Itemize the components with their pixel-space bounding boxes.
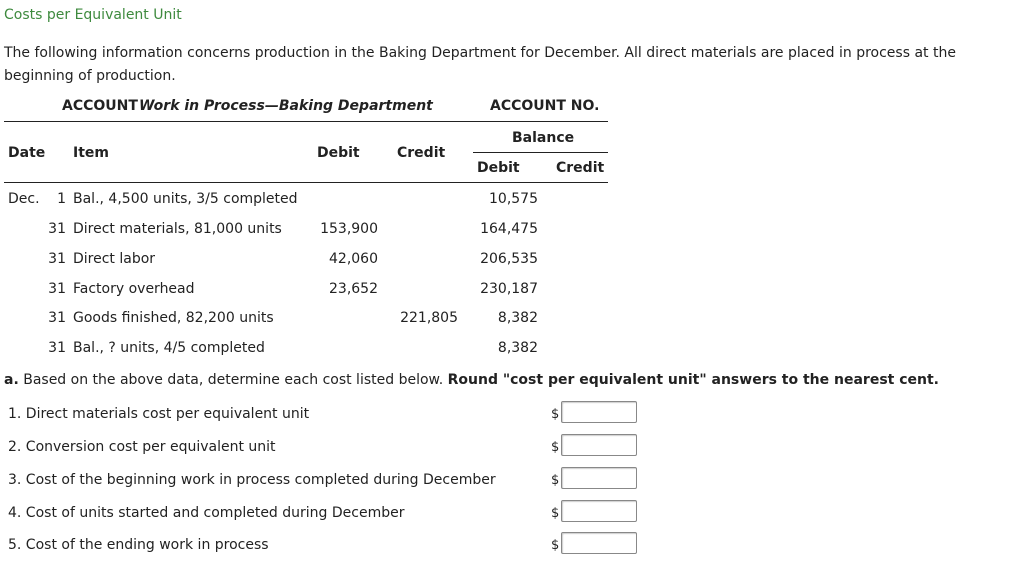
answer-input-ending-wip[interactable]: [561, 532, 637, 554]
row-balance-debit: 8,382: [497, 340, 538, 356]
row-balance-debit: 206,535: [480, 251, 538, 267]
instruction: [4, 372, 939, 388]
row-debit: 153,900: [320, 221, 378, 237]
currency-symbol: $: [551, 440, 560, 455]
col-balance-credit-header: Credit: [556, 160, 605, 176]
intro-paragraph: The following information concerns production in the Baking Department for December. All direct materials are placed in process at the beginning of production.: [4, 45, 956, 84]
question-label: 1. Direct materials cost per equivalent unit: [8, 406, 310, 422]
answer-input-direct-materials[interactable]: [561, 401, 637, 423]
row-day: 31: [48, 251, 66, 267]
question-label: 3. Cost of the beginning work in process completed during December: [8, 472, 496, 488]
row-balance-debit: 10,575: [489, 191, 538, 207]
page-title: Costs per Equivalent Unit: [4, 7, 182, 23]
question-label: 5. Cost of the ending work in process: [8, 537, 269, 553]
row-item: Factory overhead: [73, 281, 195, 297]
col-item-header: Item: [73, 145, 109, 161]
question-label: 4. Cost of units started and completed during December: [8, 505, 405, 521]
currency-symbol: $: [551, 506, 560, 521]
row-debit: 42,060: [329, 251, 378, 267]
balance-rule: [473, 152, 608, 153]
col-credit-header: Credit: [397, 145, 446, 161]
row-balance-debit: 8,382: [497, 310, 538, 326]
account-no-label: ACCOUNT NO.: [490, 98, 600, 114]
question-label: 2. Conversion cost per equivalent unit: [8, 439, 276, 455]
row-debit: 23,652: [329, 281, 378, 297]
answer-input-beginning-wip[interactable]: [561, 467, 637, 489]
row-month: Dec.: [8, 191, 40, 207]
col-balance-debit-header: Debit: [477, 160, 520, 176]
col-date-header: Date: [8, 145, 46, 161]
row-item: Bal., 4,500 units, 3/5 completed: [73, 191, 298, 207]
instruction-rounding-note: Round "cost per equivalent unit" answers to the nearest cent.: [447, 372, 939, 388]
row-day: 31: [48, 340, 66, 356]
currency-symbol: $: [551, 538, 560, 553]
row-item: Bal., ? units, 4/5 completed: [73, 340, 265, 356]
account-label: ACCOUNT: [62, 98, 138, 114]
currency-symbol: $: [551, 407, 560, 422]
row-day: 31: [48, 281, 66, 297]
row-day: 1: [57, 191, 66, 207]
row-item: Direct materials, 81,000 units: [73, 221, 282, 237]
balance-header: Balance: [512, 130, 575, 146]
ledger-top-rule: [4, 121, 608, 122]
ledger-header-rule: [4, 182, 608, 183]
answer-input-started-completed[interactable]: [561, 500, 637, 522]
row-credit: 221,805: [400, 310, 458, 326]
col-debit-header: Debit: [317, 145, 360, 161]
row-item: Goods finished, 82,200 units: [73, 310, 274, 326]
row-item: Direct labor: [73, 251, 156, 267]
instruction-text: Based on the above data, determine each cost listed below.: [23, 372, 444, 388]
currency-symbol: $: [551, 473, 560, 488]
row-day: 31: [48, 221, 66, 237]
instruction-prefix: a.: [4, 372, 19, 388]
row-day: 31: [48, 310, 66, 326]
row-balance-debit: 230,187: [480, 281, 538, 297]
row-balance-debit: 164,475: [480, 221, 538, 237]
account-name: Work in Process—Baking Department: [139, 98, 433, 114]
answer-input-conversion[interactable]: [561, 434, 637, 456]
